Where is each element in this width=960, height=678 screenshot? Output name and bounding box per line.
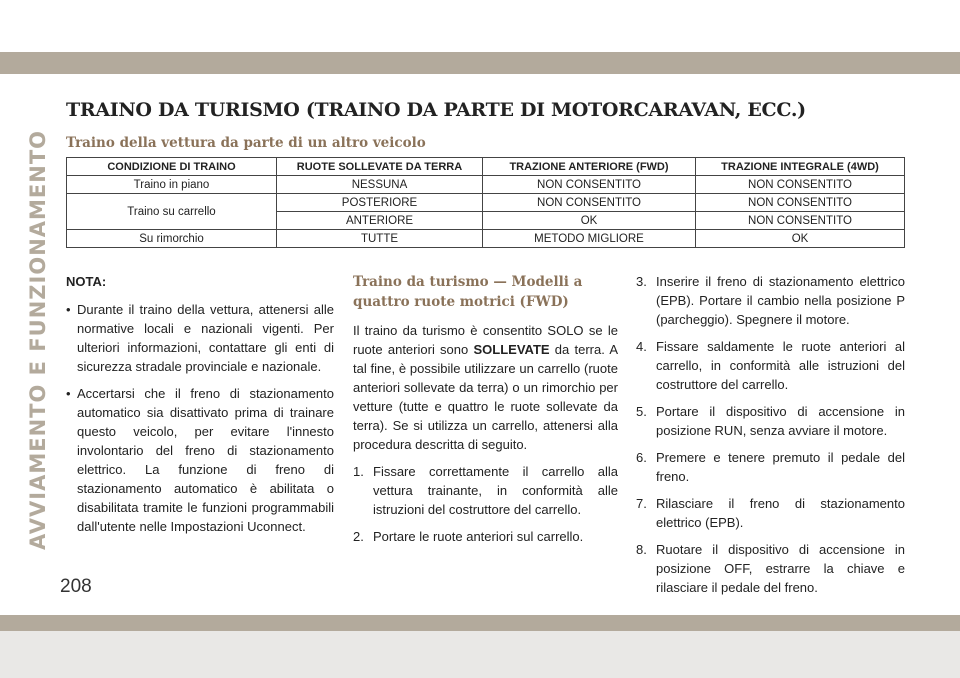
table-cell: METODO MIGLIORE: [483, 230, 696, 248]
step-item: [636, 337, 905, 394]
header-cell: TRAZIONE ANTERIORE (FWD): [483, 158, 696, 176]
step-text: Rilasciare il freno di stazionamento elettrico (EPB).: [656, 496, 905, 530]
table-cell: TUTTE: [277, 230, 483, 248]
step-text: Portare le ruote anteriori sul carrello.: [373, 529, 584, 544]
towing-instructions-column: [353, 272, 618, 554]
step-number: 5.: [636, 404, 647, 419]
step-number: 6.: [636, 450, 647, 465]
section-heading: Traino da turismo — Modelli a quattro ruote motrici (FWD): [353, 274, 583, 310]
intro-emphasis: SOLLEVATE: [473, 342, 550, 357]
table-cell: OK: [483, 212, 696, 230]
side-section-tab: [20, 100, 56, 580]
step-item: [636, 402, 905, 440]
page-title: TRAINO DA TURISMO (TRAINO DA PARTE DI MOTORCARAVAN, ECC.): [66, 99, 806, 121]
step-item: [636, 540, 905, 597]
top-decorative-band: [0, 52, 960, 74]
step-item: [636, 494, 905, 532]
step-text: Fissare correttamente il carrello alla vettura trainante, in conformità alle istruzioni del costruttore del carrello.: [373, 464, 618, 517]
intro-text: da terra. A tal fine, è possibile utilizzare un carrello (ruote anteriori sollevate da terra) o un rimorchio per vetture (tutte e quattro le ruote sollevate da terra). Se si utilizza un carrello, attenersi alla procedura descritta di seguito.: [353, 342, 619, 452]
table-row: [67, 194, 905, 212]
table-cell: NON CONSENTITO: [696, 212, 905, 230]
table-header-row: [67, 158, 905, 176]
step-text: Fissare saldamente le ruote anteriori al carrello, in conformità alle istruzioni del costruttore del carrello.: [656, 339, 905, 392]
table-cell: Su rimorchio: [67, 230, 277, 248]
step-item: [353, 462, 618, 519]
step-number: 2.: [353, 529, 364, 544]
note-label: NOTA:: [66, 274, 107, 289]
step-text: Inserire il freno di stazionamento elettrico (EPB). Portare il cambio nella posizione P (parcheggio). Spegnere il motore.: [656, 274, 905, 327]
table-cell: POSTERIORE: [277, 194, 483, 212]
step-text: Portare il dispositivo di accensione in posizione RUN, senza avviare il motore.: [656, 404, 905, 438]
intro-text: Il traino da turismo è consentito SOLO se le ruote anteriori sono: [353, 323, 618, 357]
note-column: [66, 272, 334, 544]
table-row: [67, 176, 905, 194]
note-bullet: [66, 384, 334, 536]
towing-table: [66, 157, 905, 248]
table-cell: Traino su carrello: [67, 194, 277, 230]
note-bullet-text: Durante il traino della vettura, attenersi alle normative locali e nazionali vigenti. Per ulteriori informazioni, contattare gli enti di sicurezza stradale provinciale e nazionale.: [77, 302, 334, 374]
bottom-decorative-band: [0, 615, 960, 631]
footer-area: [0, 631, 960, 678]
step-text: Premere e tenere premuto il pedale del freno.: [656, 450, 905, 484]
table-cell: NON CONSENTITO: [696, 176, 905, 194]
step-number: 8.: [636, 542, 647, 557]
step-item: [353, 527, 618, 546]
step-number: 4.: [636, 339, 647, 354]
table-cell: NON CONSENTITO: [483, 194, 696, 212]
side-section-label: AVVIAMENTO E FUNZIONAMENTO: [26, 129, 50, 551]
note-bullet-text: Accertarsi che il freno di stazionamento automatico sia disattivato prima di trainare questo veicolo, per evitare l'innesto involontario del freno di stazionamento elettrico. La funzione di freno di stazionamento automatico è abilitata o disabilitata tramite le funzioni programmabili dall'utente nelle Impostazioni Uconnect.: [77, 386, 334, 534]
table-cell: ANTERIORE: [277, 212, 483, 230]
step-number: 3.: [636, 274, 647, 289]
bullet-mark: •: [66, 386, 71, 401]
steps-list: [353, 462, 618, 546]
table-cell: Traino in piano: [67, 176, 277, 194]
note-bullet: [66, 300, 334, 376]
header-cell: RUOTE SOLLEVATE DA TERRA: [277, 158, 483, 176]
table-cell: NESSUNA: [277, 176, 483, 194]
table-cell: OK: [696, 230, 905, 248]
step-item: [636, 272, 905, 329]
page-number: 208: [60, 576, 92, 597]
header-cell: TRAZIONE INTEGRALE (4WD): [696, 158, 905, 176]
header-cell: CONDIZIONE DI TRAINO: [67, 158, 277, 176]
table-caption: Traino della vettura da parte di un altro veicolo: [66, 135, 426, 151]
step-text: Ruotare il dispositivo di accensione in posizione OFF, estrarre la chiave e rilasciare il pedale del freno.: [656, 542, 905, 595]
table-row: [67, 230, 905, 248]
intro-paragraph: [353, 321, 618, 454]
step-number: 7.: [636, 496, 647, 511]
bullet-mark: •: [66, 302, 71, 317]
table-cell: NON CONSENTITO: [696, 194, 905, 212]
steps-list-continued: [636, 272, 905, 597]
step-number: 1.: [353, 464, 364, 479]
step-item: [636, 448, 905, 486]
steps-continued-column: [636, 272, 905, 605]
table-cell: NON CONSENTITO: [483, 176, 696, 194]
